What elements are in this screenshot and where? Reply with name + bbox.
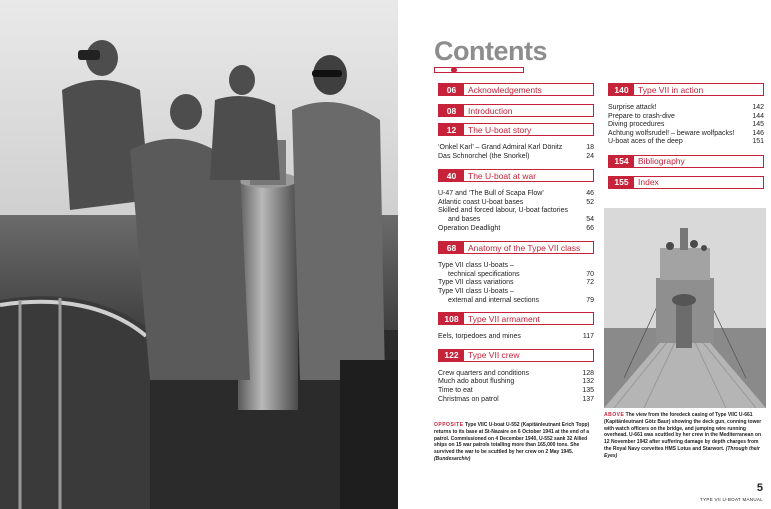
toc-entry[interactable] xyxy=(438,297,594,306)
toc-section-heading[interactable] xyxy=(608,155,764,168)
toc-section-heading[interactable] xyxy=(608,83,764,96)
page-title: Contents xyxy=(434,36,547,66)
caption-opposite: OPPOSITE Type VIIC U-boat U-552 (Kapitänleutnant Erich Topp) returns to its base at St-Nazaire on 6 October 1941 at the end of a patrol. Commissioned on 4 December 1940, U-552 sank 32 Allied ships on 15 war patrols totalling more than 165,000 tons. She survived the war to be scuttled by her crew on 2 May 1945. (Bundesarchiv) xyxy=(434,422,590,462)
toc-entry-title: Eels, torpedoes and mines xyxy=(438,333,521,341)
toc-entry-title: Das Schnorchel (the Snorkel) xyxy=(438,152,530,160)
toc-entry-page: 145 xyxy=(752,121,764,129)
toc-entry-title: Time to eat xyxy=(438,386,473,394)
toc-entry[interactable] xyxy=(438,378,594,387)
photo-conning-tower xyxy=(604,208,766,408)
toc-entry[interactable] xyxy=(438,333,594,342)
toc-section xyxy=(438,349,594,404)
toc-section-title: Index xyxy=(638,177,659,188)
toc-section-heading[interactable] xyxy=(438,83,594,96)
toc-entry[interactable] xyxy=(438,271,594,280)
toc-entry[interactable] xyxy=(438,370,594,379)
toc-entry[interactable] xyxy=(608,113,764,122)
toc-entry-title: Type VII class U-boats – xyxy=(438,287,514,295)
toc-section-page: 40 xyxy=(439,170,464,181)
title-rule-dot xyxy=(451,67,457,73)
toc-entry-page: 46 xyxy=(586,190,594,198)
toc-section xyxy=(608,83,764,147)
toc-entry[interactable] xyxy=(608,121,764,130)
toc-section-page: 140 xyxy=(609,84,634,95)
toc-section-heading[interactable] xyxy=(438,349,594,362)
toc-section xyxy=(438,123,594,161)
toc-entry-title: Operation Deadlight xyxy=(438,224,501,232)
toc-section-title: Type VII in action xyxy=(638,84,704,95)
toc-entry-title: Christmas on patrol xyxy=(438,395,499,403)
toc-entry-title: Skilled and forced labour, U-boat factories xyxy=(438,207,568,215)
toc-section-title: Bibliography xyxy=(638,156,685,167)
toc-entry[interactable] xyxy=(608,130,764,139)
toc-section xyxy=(608,155,764,168)
toc-section xyxy=(438,104,594,117)
toc-entry-page: 142 xyxy=(752,104,764,111)
toc-entry[interactable] xyxy=(438,396,594,405)
toc-entry-page: 135 xyxy=(582,386,594,394)
running-footer: TYPE VII U-BOAT MANUAL xyxy=(700,497,763,502)
toc-entry-page: 128 xyxy=(582,369,594,377)
toc-entry-page: 151 xyxy=(752,138,764,146)
toc-section xyxy=(438,312,594,342)
page-number: 5 xyxy=(756,482,763,494)
toc-entry-page: 132 xyxy=(582,378,594,386)
toc-entry-page: 52 xyxy=(586,198,594,206)
toc-entry[interactable] xyxy=(438,199,594,208)
toc-section-page: 06 xyxy=(439,84,464,95)
toc-entry[interactable] xyxy=(438,225,594,234)
toc-section-heading[interactable] xyxy=(438,241,594,254)
toc-entry-page xyxy=(574,288,594,297)
toc-section-title: Introduction xyxy=(468,105,513,116)
toc-section xyxy=(438,169,594,233)
contents-page xyxy=(398,0,771,509)
toc-entry-page: 137 xyxy=(582,395,594,403)
toc-section-heading[interactable] xyxy=(438,312,594,325)
toc-entry-title: Achtung wolfsrudel! – beware wolfpacks! xyxy=(608,129,735,137)
toc-entry[interactable] xyxy=(608,104,764,113)
toc-entry-title: Crew quarters and conditions xyxy=(438,369,530,377)
toc-entry-title: Surprise attack! xyxy=(608,104,657,111)
toc-section-title: Type VII armament xyxy=(468,313,540,324)
toc-section-heading[interactable] xyxy=(608,176,764,189)
toc-entry[interactable] xyxy=(438,207,594,216)
toc-entry[interactable] xyxy=(438,279,594,288)
toc-entry[interactable] xyxy=(438,190,594,199)
caption-above: ABOVE The view from the foredeck casing of Type VIIC U-661 (Kapitänleutnant Götz Baur) showing the deck gun, conning tower with watch officers on the bridge, and jumping wire running overhead. U-661 was scuttled by her crew in the Mediterranean on 12 November 1942 after suffering damage by depth charges from the Royal Navy corvettes HMS Lotus and Starwort. (Through their Eyes) xyxy=(604,412,762,459)
toc-section-page: 155 xyxy=(609,177,634,188)
toc-section-page: 108 xyxy=(439,313,464,324)
toc-entry[interactable] xyxy=(608,138,764,147)
title-rule xyxy=(434,67,524,73)
toc-entry[interactable] xyxy=(438,387,594,396)
toc-section-heading[interactable] xyxy=(438,104,594,117)
toc-entry-page: 66 xyxy=(586,224,594,232)
toc-entry-page: 146 xyxy=(752,129,764,137)
toc-section xyxy=(608,176,764,189)
toc-section xyxy=(438,83,594,96)
toc-section-title: Anatomy of the Type VII class xyxy=(468,242,581,253)
toc-entry-page: 117 xyxy=(582,333,594,341)
toc-entry-title: and bases xyxy=(448,215,481,223)
toc-entry-page xyxy=(574,207,594,216)
toc-entry-title: ‘Onkel Karl’ – Grand Admiral Karl Dönitz xyxy=(438,144,563,151)
toc-entry[interactable] xyxy=(438,153,594,162)
toc-section-title: Type VII crew xyxy=(468,350,520,361)
toc-entry-page: 144 xyxy=(752,112,764,120)
toc-entry-page: 79 xyxy=(586,296,594,304)
toc-entry-title: Much ado about flushing xyxy=(438,378,515,386)
toc-entry-page: 54 xyxy=(586,215,594,223)
toc-entry-title: Diving procedures xyxy=(608,121,665,129)
toc-entry-page: 70 xyxy=(586,270,594,278)
toc-section-page: 68 xyxy=(439,242,464,253)
toc-section-title: Acknowledgements xyxy=(468,84,542,95)
toc-entry-title: Atlantic coast U-boat bases xyxy=(438,198,524,206)
toc-entry-title: technical specifications xyxy=(448,270,520,278)
toc-section-page: 12 xyxy=(439,124,464,135)
toc-section-heading[interactable] xyxy=(438,169,594,182)
toc-entry[interactable] xyxy=(438,262,594,271)
toc-entry-title: Type VII class U-boats – xyxy=(438,262,514,270)
toc-entry-title: U-47 and ‘The Bull of Scapa Flow’ xyxy=(438,190,544,198)
toc-section-title: The U-boat at war xyxy=(468,170,537,181)
toc-section-page: 154 xyxy=(609,156,634,167)
toc-entry[interactable] xyxy=(438,144,594,153)
toc-entry-page xyxy=(574,262,594,271)
toc-section-page: 08 xyxy=(439,105,464,116)
contents-column-left xyxy=(438,83,594,404)
toc-entry-page: 18 xyxy=(586,144,594,151)
toc-section-heading[interactable] xyxy=(438,123,594,136)
toc-entry-title: Prepare to crash-dive xyxy=(608,112,675,120)
toc-entry[interactable] xyxy=(438,216,594,225)
toc-entry-page: 72 xyxy=(586,279,594,287)
toc-entry-title: Type VII class variations xyxy=(438,279,514,287)
toc-section xyxy=(438,241,594,305)
toc-entry-title: U-boat aces of the deep xyxy=(608,138,683,146)
toc-entry[interactable] xyxy=(438,288,594,297)
toc-section-title: The U-boat story xyxy=(468,124,532,135)
toc-section-page: 122 xyxy=(439,350,464,361)
toc-entry-title: external and internal sections xyxy=(448,296,540,304)
toc-entry-page: 24 xyxy=(586,152,594,160)
contents-column-right xyxy=(608,83,764,189)
